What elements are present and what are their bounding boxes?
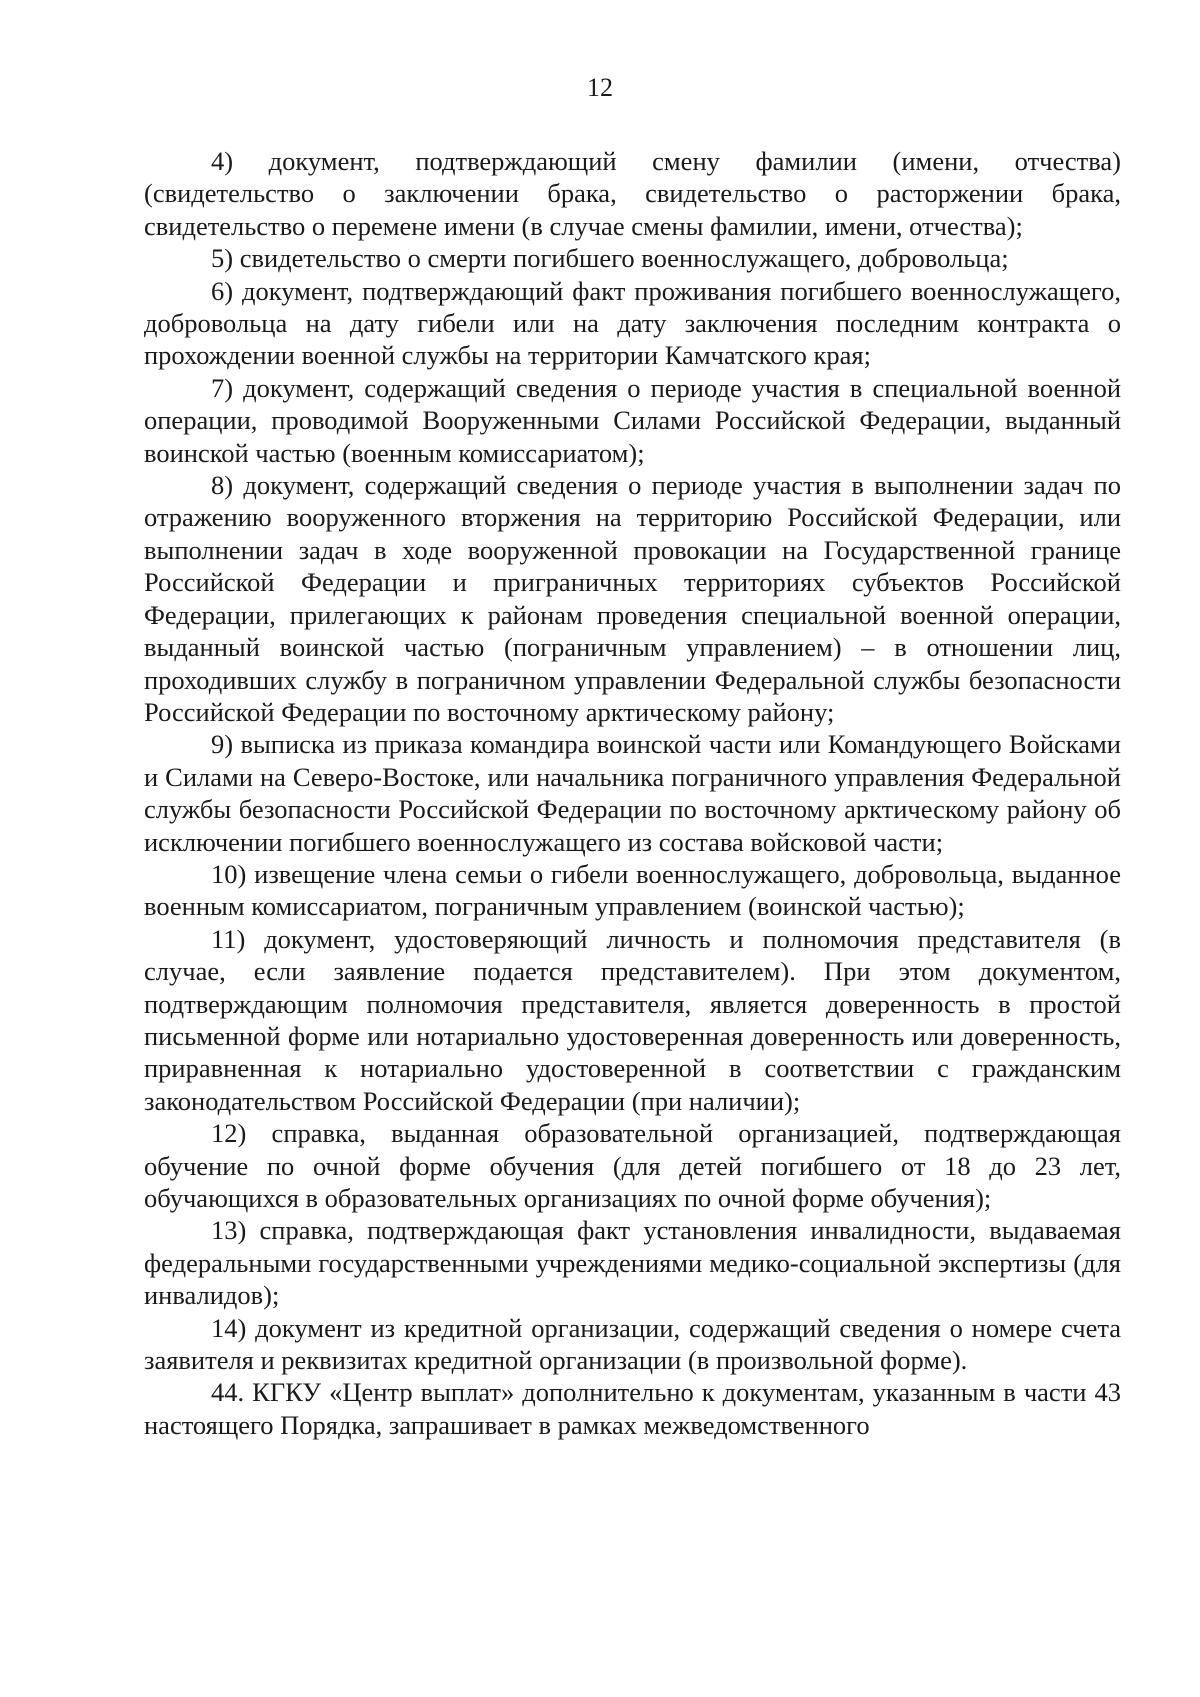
list-item-6: 6) документ, подтверждающий факт проживания погибшего военнослужащего, добровольца на дату гибели или на дату заключения последним контракта о прохождении военной службы на территории Камчатского края; (144, 275, 1121, 371)
list-item-4: 4) документ, подтверждающий смену фамилии (имени, отчества) (свидетельство о заключении брака, свидетельство о расторжении брака, свидетельство о перемене имени (в случае смены фамилии, имени, отчества); (144, 146, 1121, 241)
list-item-8: 8) документ, содержащий сведения о периоде участия в выполнении задач по отражению вооруженного вторжения на территорию Российской Федерации, или выполнении задач в ходе вооруженной провокации на Государственной границе Российской Федерации и приграничных территориях субъектов Российской Федерации, прилегающих к районам проведения специальной военной операции, выданный воинской частью (пограничным управлением) – в отношении лиц, проходивших службу в пограничном управлении Федеральной службы безопасности Российской Федерации по восточному арктическому району; (144, 470, 1121, 727)
list-item-5: 5) свидетельство о смерти погибшего военнослужащего, добровольца; (211, 243, 1009, 274)
list-item-7: 7) документ, содержащий сведения о периоде участия в специальной военной операции, проводимой Вооруженными Силами Российской Федерации, выданный воинской частью (военным комиссариатом); (144, 372, 1121, 468)
section-44-paragraph: 44. КГКУ «Центр выплат» дополнительно к документам, указанным в части 43 настоящего Порядка, запрашивает в рамках межведомственного (144, 1377, 1121, 1440)
list-item-11: 11) документ, удостоверяющий личность и полномочия представителя (в случае, если заявление подается представителем). При этом документом, подтверждающим полномочия представителя, является доверенность в простой письменной форме или нотариально удостоверенная доверенность или доверенность, приравненная к нотариально удостоверенной в соответствии с гражданским законодательством Российской Федерации (при наличии); (144, 923, 1121, 1116)
list-item-14: 14) документ из кредитной организации, содержащий сведения о номере счета заявителя и реквизитах кредитной организации (в произвольной форме). (144, 1312, 1121, 1376)
document-body (144, 145, 1121, 1441)
page-number: 12 (587, 73, 613, 102)
list-item-12: 12) справка, выданная образовательной организацией, подтверждающая обучение по очной форме обучения (для детей погибшего от 18 до 23 лет, обучающихся в образовательных организациях по очной форме обучения); (144, 1118, 1121, 1213)
list-item-9: 9) выписка из приказа командира воинской части или Командующего Войсками и Силами на Северо-Востоке, или начальника пограничного управления Федеральной службы безопасности Российской Федерации по восточному арктическому району об исключении погибшего военнослужащего из состава войсковой части; (144, 729, 1121, 857)
list-item-13: 13) справка, подтверждающая факт установления инвалидности, выдаваемая федеральными государственными учреждениями медико-социальной экспертизы (для инвалидов); (144, 1215, 1121, 1311)
list-item-10: 10) извещение члена семьи о гибели военнослужащего, добровольца, выданное военным комиссариатом, пограничным управлением (воинской частью); (144, 858, 1121, 922)
